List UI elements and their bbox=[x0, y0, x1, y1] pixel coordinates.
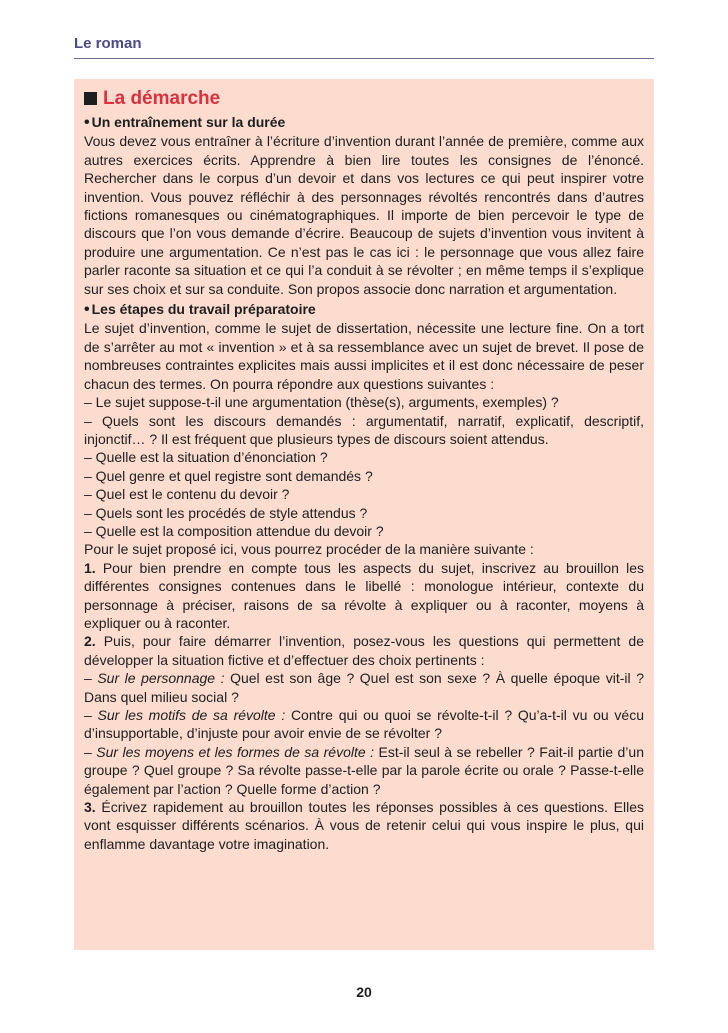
black-square-icon bbox=[84, 92, 97, 105]
step-3 bbox=[84, 798, 644, 853]
item-prefix: – bbox=[84, 743, 97, 760]
subheading-training bbox=[84, 113, 644, 132]
question-item: – Quels sont les procédés de style attendus ? bbox=[84, 504, 368, 521]
paragraph-training: Vous devez vous entraîner à l’écriture d’invention durant l’année de première, comme aux autres exercices écrits. Apprendre à bien lire toutes les consignes de l’énoncé. Rechercher dans le corpus d’un devoir et dans vos lectures ce qui peut inspirer votre invention. Vous pouvez réfléchir à des personnages révoltés rencontrés dans d’autres fictions romanesques ou cinématographiques. Il importe de bien percevoir le type de discours que l’on vous demande d’écrire. Beaucoup de sujets d’invention vous invitent à produire une argumentation. Ce n’est pas le cas ici : le personnage que vous allez faire parler raconte sa situation et ce qui l’a conduit à se révolter ; en même temps il s’explique sur ses choix et sur sa conduite. Son propos associe donc narration et argumentation. bbox=[84, 133, 644, 297]
item-text: Est-il seul à se rebeller ? Fait-il partie d’un groupe ? Quel groupe ? Sa révolte passe-t-elle par la parole écrite ou orale ? Passe-t-elle également par l’action ? Quelle forme d’action ? bbox=[84, 743, 644, 797]
subheading-steps-text: Les étapes du travail préparatoire bbox=[91, 301, 316, 318]
bullet-icon: • bbox=[84, 114, 90, 131]
question-item: – Quels sont les discours demandés : argumentatif, narratif, explicatif, descriptif, injonctif… ? Il est fréquent que plusieurs types de discours soient attendus. bbox=[84, 412, 644, 447]
item-label: Sur le personnage : bbox=[97, 670, 225, 687]
item-label: Sur les motifs de sa révolte : bbox=[97, 707, 286, 723]
step-1-text: Pour bien prendre en compte tous les aspects du sujet, inscrivez au brouillon les différentes consignes contenues dans le libellé : monologue intérieur, contexte du personnage à préciser, raisons de sa révolte à expliquer ou à raconter, moyens à expliquer ou à raconter. bbox=[84, 559, 644, 631]
step-3-text: Écrivez rapidement au brouillon toutes les réponses possibles à ces questions. Elles vont esquisser différents scénarios. À vous de retenir celui qui vous inspire le plus, qui enflamme davantage votre imagination. bbox=[84, 799, 644, 852]
content-panel bbox=[74, 79, 654, 950]
bullet-icon: • bbox=[84, 301, 90, 319]
subheading-training-text: Un entraînement sur la durée bbox=[91, 114, 286, 130]
question-item: – Quelle est la situation d’énonciation ? bbox=[84, 449, 328, 466]
page-number: 20 bbox=[356, 984, 372, 1000]
item-label: Sur les moyens et les formes de sa révolte : bbox=[96, 743, 375, 760]
paragraph-procedure-intro: Pour le sujet proposé ici, vous pourrez procéder de la manière suivante : bbox=[84, 541, 534, 558]
item-text: Contre qui ou quoi se révolte-t-il ? Qu’a-t-il vu ou vécu d’insupportable, d’injuste pour avoir envie de se révolter ? bbox=[84, 707, 644, 742]
step-2-number: 2. bbox=[84, 633, 96, 650]
step-1 bbox=[84, 559, 644, 633]
section-title bbox=[84, 87, 644, 111]
item-text: Quel est son âge ? Quel est son sexe ? À quelle époque vit-il ? Dans quel milieu social ? bbox=[84, 670, 644, 705]
step-2 bbox=[84, 632, 644, 669]
item-prefix: – bbox=[84, 707, 98, 723]
step-3-number: 3. bbox=[84, 799, 96, 816]
section-title-text: La démarche bbox=[103, 88, 221, 109]
paragraph-steps-intro: Le sujet d’invention, comme le sujet de dissertation, nécessite une lecture fine. On a tort de s’arrêter au mot « invention » et à sa ressemblance avec un sujet de brevet. Il pose de nombreuses contraintes explicites mais aussi implicites et il est donc nécessaire de peser chacun des termes. On pourra répondre aux questions suivantes : bbox=[84, 320, 644, 392]
step-2-text: Puis, pour faire démarrer l’invention, posez-vous les questions qui permettent de développer la situation fictive et d’effectuer des choix pertinents : bbox=[84, 633, 644, 668]
question-item: – Le sujet suppose-t-il une argumentation (thèse(s), arguments, exemples) ? bbox=[84, 394, 559, 411]
question-item: – Quelle est la composition attendue du devoir ? bbox=[84, 522, 384, 539]
subheading-steps bbox=[84, 300, 644, 319]
question-item: – Quel genre et quel registre sont demandés ? bbox=[84, 467, 373, 484]
step-2-item-motives bbox=[84, 706, 644, 743]
running-header: Le roman bbox=[74, 35, 654, 59]
step-1-number: 1. bbox=[84, 559, 96, 576]
step-2-item-character bbox=[84, 669, 644, 706]
item-prefix: – bbox=[84, 670, 98, 687]
question-item: – Quel est le contenu du devoir ? bbox=[84, 486, 290, 503]
step-2-item-means bbox=[84, 743, 644, 798]
